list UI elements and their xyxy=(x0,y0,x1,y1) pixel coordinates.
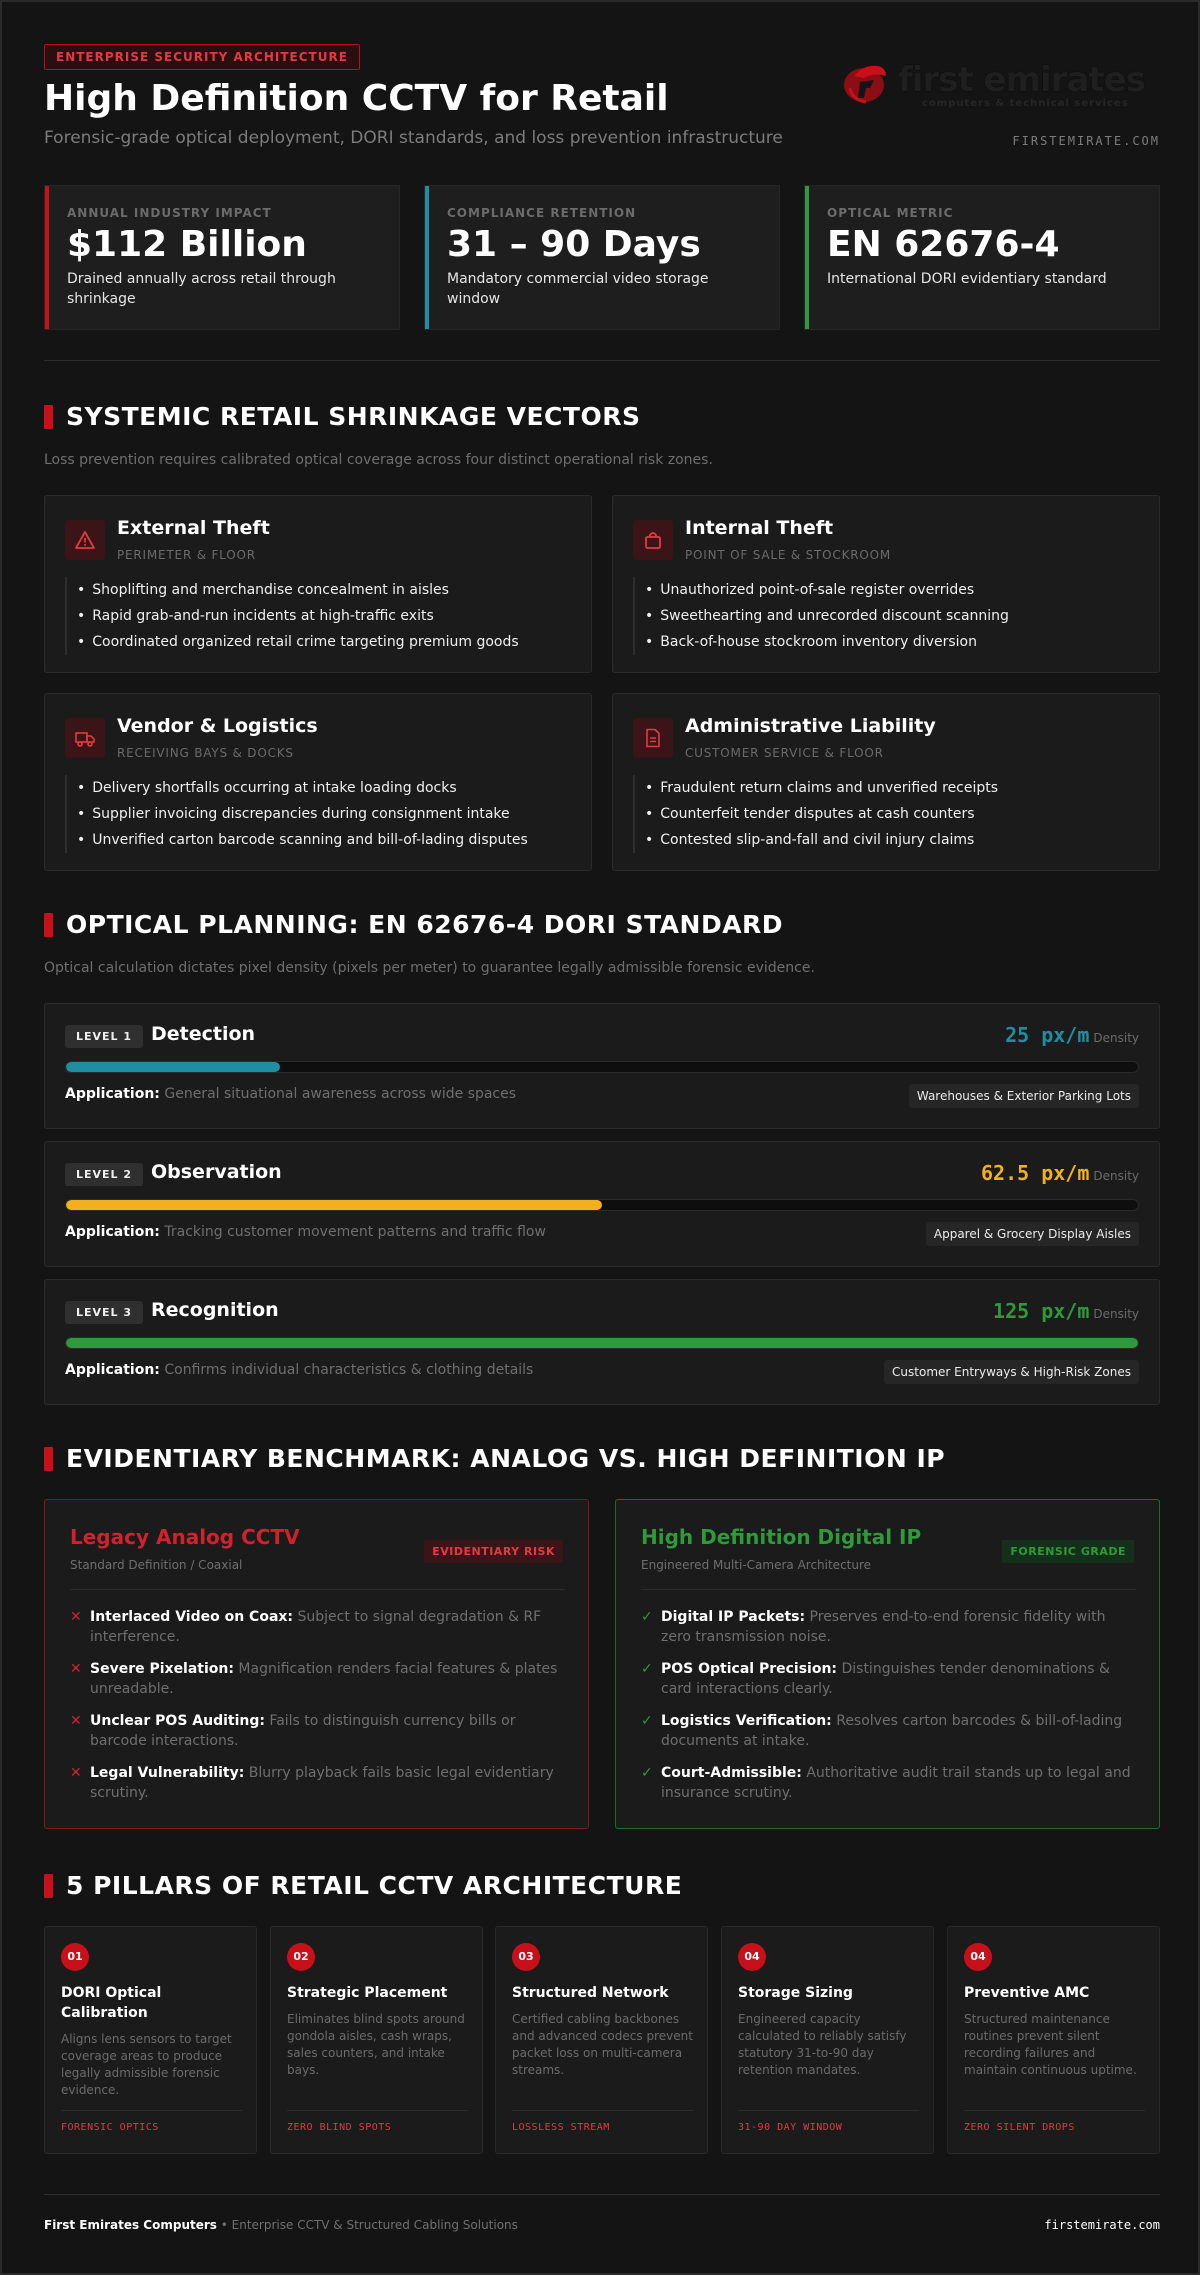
stat-card-retention xyxy=(424,185,780,330)
vector-zone: POINT OF SALE & STOCKROOM xyxy=(685,548,892,562)
density-progress-fill xyxy=(66,1200,602,1210)
pillar-card xyxy=(947,1926,1160,2154)
cross-icon: ✕ xyxy=(70,1609,82,1625)
pillar-keyword: FORENSIC OPTICS xyxy=(61,2122,159,2133)
stat-label: OPTICAL METRIC xyxy=(827,206,954,220)
vector-list xyxy=(65,577,519,655)
level-application xyxy=(65,1362,533,1378)
stat-card-optical xyxy=(804,185,1160,330)
item-heading: Interlaced Video on Coax: xyxy=(90,1609,294,1625)
pillar-description: Aligns lens sensors to target coverage areas to produce legally admissible forensic evidence. xyxy=(61,2032,232,2097)
footer-company xyxy=(44,2218,518,2232)
stat-card-impact xyxy=(44,185,400,330)
section-subtitle: Optical calculation dictates pixel density (pixels per meter) to guarantee legally admissible forensic evidence. xyxy=(44,960,815,976)
level-zone-chip: Customer Entryways & High-Risk Zones xyxy=(884,1360,1139,1384)
list-item: • Coordinated organized retail crime targeting premium goods xyxy=(77,629,519,655)
stat-label: ANNUAL INDUSTRY IMPACT xyxy=(67,206,272,220)
level-name: Detection xyxy=(151,1023,256,1045)
density-progress-track xyxy=(65,1199,1139,1211)
pillar-card xyxy=(44,1926,257,2154)
level-badge: LEVEL 2 xyxy=(65,1163,143,1186)
list-item: • Contested slip-and-fall and civil injury claims xyxy=(645,827,998,853)
item-text: Blurry playback fails basic legal evidentiary scrutiny. xyxy=(90,1765,554,1801)
vector-title: Internal Theft xyxy=(685,517,834,539)
benchmark-subtitle: Standard Definition / Coaxial xyxy=(70,1558,243,1572)
level-name: Observation xyxy=(151,1161,282,1183)
stat-description: International DORI evidentiary standard xyxy=(827,271,1107,287)
vector-list xyxy=(65,775,528,853)
page-subtitle: Forensic-grade optical deployment, DORI standards, and loss prevention infrastructure xyxy=(44,128,783,148)
forensic-badge: FORENSIC GRADE xyxy=(1002,1540,1134,1563)
item-heading: Legal Vulnerability: xyxy=(90,1765,245,1781)
footer-tagline: • Enterprise CCTV & Structured Cabling Solutions xyxy=(216,2218,518,2232)
level-density xyxy=(1005,1023,1139,1047)
list-item: • Back-of-house stockroom inventory diversion xyxy=(645,629,1009,655)
section-title: SYSTEMIC RETAIL SHRINKAGE VECTORS xyxy=(66,402,641,431)
pillar-number: 01 xyxy=(61,1943,89,1971)
pillar-description: Certified cabling backbones and advanced codecs prevent packet loss on multi-camera streams. xyxy=(512,2012,693,2077)
pillar-description: Structured maintenance routines prevent silent recording failures and maintain continuous uptime. xyxy=(964,2012,1137,2077)
list-item xyxy=(70,1607,565,1647)
item-text: Preserves end-to-end forensic fidelity with zero transmission noise. xyxy=(661,1609,1106,1645)
list-item xyxy=(641,1763,1136,1803)
stat-label: COMPLIANCE RETENTION xyxy=(447,206,637,220)
level-zone-chip: Apparel & Grocery Display Aisles xyxy=(926,1222,1139,1246)
vector-title: Vendor & Logistics xyxy=(117,715,318,737)
category-tag: ENTERPRISE SECURITY ARCHITECTURE xyxy=(44,44,360,70)
application-text: Tracking customer movement patterns and traffic flow xyxy=(164,1224,546,1240)
benchmark-card-analog xyxy=(44,1499,589,1829)
footer-link[interactable]: firstemirate.com xyxy=(1044,2218,1160,2232)
pillar-divider xyxy=(61,2110,242,2111)
density-progress-track xyxy=(65,1337,1139,1349)
benchmark-card-ip xyxy=(615,1499,1160,1829)
pillar-divider xyxy=(964,2110,1145,2111)
item-text: Distinguishes tender denominations & card interactions clearly. xyxy=(661,1661,1110,1697)
item-heading: Unclear POS Auditing: xyxy=(90,1713,265,1729)
density-value: 25 px/m xyxy=(1005,1023,1090,1047)
benchmark-title: High Definition Digital IP xyxy=(641,1525,922,1549)
risk-badge: EVIDENTIARY RISK xyxy=(424,1540,563,1563)
level-density xyxy=(993,1299,1139,1323)
cross-icon: ✕ xyxy=(70,1713,82,1729)
pillar-keyword: LOSSLESS STREAM xyxy=(512,2122,610,2133)
level-badge: LEVEL 3 xyxy=(65,1301,143,1324)
section-subtitle: Loss prevention requires calibrated optical coverage across four distinct operational risk zones. xyxy=(44,452,713,468)
pillar-number: 04 xyxy=(964,1943,992,1971)
benchmark-subtitle: Engineered Multi-Camera Architecture xyxy=(641,1558,872,1572)
application-text: Confirms individual characteristics & clothing details xyxy=(164,1362,534,1378)
section-marker xyxy=(44,1874,53,1898)
list-item: • Unverified carton barcode scanning and bill-of-lading disputes xyxy=(77,827,528,853)
pillar-divider xyxy=(287,2110,468,2111)
vector-zone: CUSTOMER SERVICE & FLOOR xyxy=(685,746,884,760)
list-item: • Supplier invoicing discrepancies during consignment intake xyxy=(77,801,528,827)
item-text: Fails to distinguish currency bills or barcode interactions. xyxy=(90,1713,516,1749)
vector-zone: RECEIVING BAYS & DOCKS xyxy=(117,746,294,760)
level-application xyxy=(65,1224,546,1240)
vector-card-vendor-logistics xyxy=(44,693,592,871)
page-title: High Definition CCTV for Retail xyxy=(44,78,669,119)
checkmark-icon: ✓ xyxy=(641,1609,653,1625)
cross-icon: ✕ xyxy=(70,1765,82,1781)
item-text: Magnification renders facial features & plates unreadable. xyxy=(90,1661,558,1697)
warning-icon xyxy=(65,520,105,560)
density-label: Density xyxy=(1093,1031,1139,1045)
logo-wordmark: first emirates xyxy=(898,60,1145,100)
dori-level-detection xyxy=(44,1003,1160,1129)
application-label: Application: xyxy=(65,1086,160,1102)
pillar-description: Eliminates blind spots around gondola aisles, cash wraps, sales counters, and intake bays. xyxy=(287,2012,465,2077)
vector-card-administrative-liability xyxy=(612,693,1160,871)
list-item: • Unauthorized point-of-sale register overrides xyxy=(645,577,1009,603)
density-label: Density xyxy=(1093,1169,1139,1183)
pillar-keyword: ZERO SILENT DROPS xyxy=(964,2122,1075,2133)
header-domain[interactable]: FIRSTEMIRATE.COM xyxy=(1012,134,1160,148)
application-label: Application: xyxy=(65,1224,160,1240)
stat-description: Mandatory commercial video storage window xyxy=(447,271,709,307)
cross-icon: ✕ xyxy=(70,1661,82,1677)
level-badge: LEVEL 1 xyxy=(65,1025,143,1048)
level-zone-chip: Warehouses & Exterior Parking Lots xyxy=(909,1084,1139,1108)
card-divider xyxy=(641,1589,1136,1590)
section-title: OPTICAL PLANNING: EN 62676-4 DORI STANDARD xyxy=(66,910,784,939)
footer-divider xyxy=(44,2194,1160,2195)
footer-company-name: First Emirates Computers xyxy=(44,2218,217,2232)
stat-value: 31 – 90 Days xyxy=(447,224,701,265)
vector-card-external-theft xyxy=(44,495,592,673)
density-value: 125 px/m xyxy=(993,1299,1090,1323)
pillar-title: Storage Sizing xyxy=(738,1985,853,2001)
list-item: • Sweethearting and unrecorded discount scanning xyxy=(645,603,1009,629)
benchmark-list xyxy=(70,1607,565,1815)
card-divider xyxy=(70,1589,565,1590)
vector-list xyxy=(633,577,1009,655)
item-heading: Court-Admissible: xyxy=(661,1765,802,1781)
density-progress-fill xyxy=(66,1062,280,1072)
list-item: • Delivery shortfalls occurring at intake loading docks xyxy=(77,775,528,801)
list-item xyxy=(641,1711,1136,1751)
item-heading: POS Optical Precision: xyxy=(661,1661,838,1677)
level-density xyxy=(981,1161,1139,1185)
company-logo[interactable] xyxy=(840,58,1160,114)
item-text: Subject to signal degradation & RF interference. xyxy=(90,1609,542,1645)
density-value: 62.5 px/m xyxy=(981,1161,1090,1185)
checkmark-icon: ✓ xyxy=(641,1765,653,1781)
item-text: Authoritative audit trail stands up to legal and insurance scrutiny. xyxy=(661,1765,1131,1801)
pillar-title: Strategic Placement xyxy=(287,1985,448,2001)
pillar-title: DORI Optical Calibration xyxy=(61,1985,162,2021)
list-item: • Shoplifting and merchandise concealment in aisles xyxy=(77,577,519,603)
pillar-keyword: ZERO BLIND SPOTS xyxy=(287,2122,392,2133)
item-text: Resolves carton barcodes & bill-of-lading documents at intake. xyxy=(661,1713,1123,1749)
list-item xyxy=(70,1659,565,1699)
pillar-card xyxy=(270,1926,483,2154)
checkmark-icon: ✓ xyxy=(641,1661,653,1677)
pillar-divider xyxy=(738,2110,919,2111)
level-application xyxy=(65,1086,516,1102)
stat-accent-bar xyxy=(45,186,49,329)
stat-value: EN 62676-4 xyxy=(827,224,1060,265)
vector-card-internal-theft xyxy=(612,495,1160,673)
pillar-number: 04 xyxy=(738,1943,766,1971)
list-item xyxy=(70,1763,565,1803)
list-item: • Counterfeit tender disputes at cash counters xyxy=(645,801,998,827)
application-label: Application: xyxy=(65,1362,160,1378)
density-label: Density xyxy=(1093,1307,1139,1321)
pillar-keyword: 31-90 DAY WINDOW xyxy=(738,2122,843,2133)
pillar-number: 02 xyxy=(287,1943,315,1971)
section-marker xyxy=(44,913,53,937)
truck-icon xyxy=(65,718,105,758)
stat-description: Drained annually across retail through shrinkage xyxy=(67,271,336,307)
item-heading: Logistics Verification: xyxy=(661,1713,832,1729)
item-heading: Severe Pixelation: xyxy=(90,1661,234,1677)
level-name: Recognition xyxy=(151,1299,279,1321)
list-item xyxy=(70,1711,565,1751)
list-item: • Rapid grab-and-run incidents at high-traffic exits xyxy=(77,603,519,629)
list-item: • Fraudulent return claims and unverified receipts xyxy=(645,775,998,801)
density-progress-track xyxy=(65,1061,1139,1073)
pillar-description: Engineered capacity calculated to reliably satisfy statutory 31-to-90 day retention mandates. xyxy=(738,2012,907,2077)
list-item xyxy=(641,1607,1136,1647)
application-text: General situational awareness across wide spaces xyxy=(164,1086,517,1102)
section-marker xyxy=(44,1447,53,1471)
pillar-card xyxy=(495,1926,708,2154)
checkmark-icon: ✓ xyxy=(641,1713,653,1729)
stat-value: $112 Billion xyxy=(67,224,307,265)
vector-title: Administrative Liability xyxy=(685,715,936,737)
document-icon xyxy=(633,718,673,758)
list-item xyxy=(641,1659,1136,1699)
pillar-number: 03 xyxy=(512,1943,540,1971)
shopping-bag-icon xyxy=(633,520,673,560)
section-divider xyxy=(44,360,1160,361)
logo-mark-icon xyxy=(840,58,896,108)
vector-title: External Theft xyxy=(117,517,270,539)
dori-level-observation xyxy=(44,1141,1160,1267)
benchmark-title: Legacy Analog CCTV xyxy=(70,1525,300,1549)
pillar-divider xyxy=(512,2110,693,2111)
density-progress-fill xyxy=(66,1338,1138,1348)
benchmark-list xyxy=(641,1607,1136,1815)
logo-tagline: computers & technical services xyxy=(922,98,1129,109)
section-title: 5 PILLARS OF RETAIL CCTV ARCHITECTURE xyxy=(66,1871,683,1900)
vector-list xyxy=(633,775,998,853)
stat-accent-bar xyxy=(805,186,809,329)
stat-accent-bar xyxy=(425,186,429,329)
pillar-card xyxy=(721,1926,934,2154)
pillar-title: Structured Network xyxy=(512,1985,669,2001)
section-marker xyxy=(44,405,53,429)
vector-zone: PERIMETER & FLOOR xyxy=(117,548,256,562)
item-heading: Digital IP Packets: xyxy=(661,1609,806,1625)
stats-row xyxy=(44,185,1160,330)
dori-level-recognition xyxy=(44,1279,1160,1405)
pillar-title: Preventive AMC xyxy=(964,1985,1090,2001)
section-title: EVIDENTIARY BENCHMARK: ANALOG VS. HIGH DEFINITION IP xyxy=(66,1444,946,1473)
